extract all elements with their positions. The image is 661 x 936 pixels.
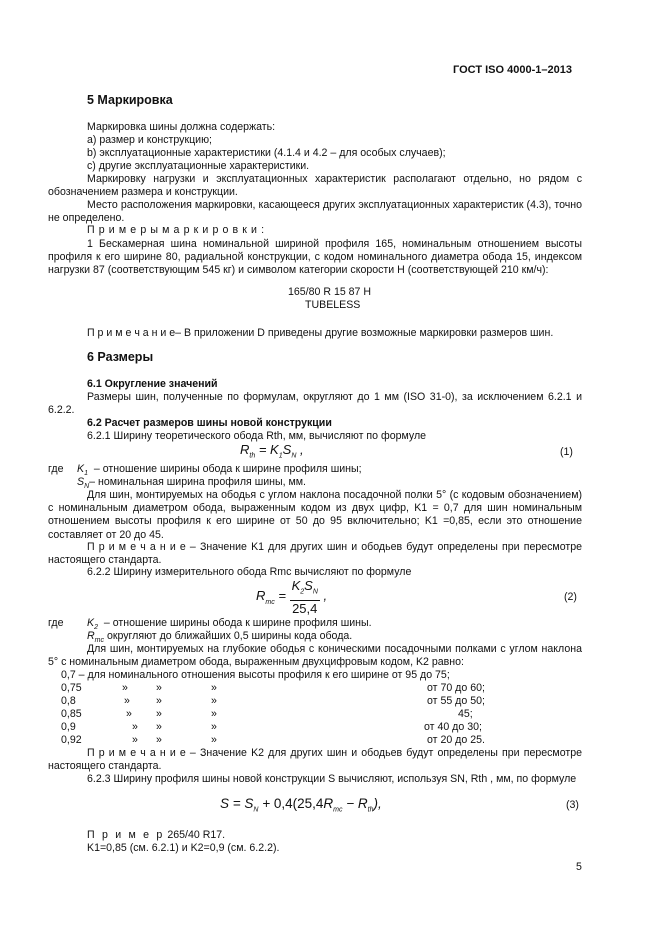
section-5-heading: 5 Маркировка — [87, 93, 173, 107]
subsection-6-2-2-text: 6.2.2 Ширину измерительного обода Rmc вычисляют по формуле — [87, 566, 412, 578]
ditto-mark: » — [156, 695, 162, 707]
marking-line-1: 165/80 R 15 87 H — [288, 286, 372, 298]
section-6-heading: 6 Размеры — [87, 350, 154, 364]
ditto-mark: » — [122, 682, 128, 694]
equation-3-number: (3) — [566, 799, 579, 811]
where-sn-text: – номинальная ширина профиля шины, мм. — [89, 476, 306, 488]
where-rmc: $R_{mc}$ округляют до ближайших 0,5 ширины кода обода. — [87, 630, 353, 645]
example-paragraph: 1 Бескамерная шина номинальной шириной профиля 165, номинальным отношением высоты профиля к его ширине 80, радиальной конструкции, с кодом номинального диаметра обода 15, индексом нагрузки 87 (соответствующим 545 кг) и символом категории скорости H (соответствующей 210 км/ч): — [48, 238, 582, 277]
where-sn: $S_N-$ номинальная ширина профиля шины, мм. — [77, 476, 306, 491]
note-3 — [48, 747, 582, 773]
ditto-mark: » — [124, 695, 130, 707]
k2-range: от 95 до 75; — [391, 669, 450, 681]
paragraph: Для шин, монтируемых на ободья с углом наклона посадочной полки 5° (с кодовым обозначением) с номинальным диаметром обода, выраженным кодом из двух цифр, K1 = 0,7 для шин номинальным отношением высоты профиля к его ширине от 50 до 95 включительно; K1 =0,85, если это отношение составляет от 20 до 45. — [48, 489, 582, 541]
ditto-mark: » — [211, 721, 217, 733]
ditto-mark: » — [211, 682, 217, 694]
note-5 — [87, 327, 553, 340]
equation-1: $R_{th} = K_1S_N$ , — [240, 442, 304, 460]
ditto-mark: » — [211, 695, 217, 707]
equation-2-number: (2) — [564, 591, 577, 603]
paragraph: Маркировку нагрузки и эксплуатационных характеристик располагают отдельно, но рядом с обозначением размера и конструкции. — [48, 173, 582, 199]
example-value: 265/40 R17. — [167, 829, 226, 841]
k2-range: от 40 до 30; — [424, 721, 482, 733]
where-k1: $K_1$ – отношение ширины обода к ширине профиля шины; — [77, 463, 362, 478]
k2-value: 0,75 — [61, 682, 82, 694]
ditto-mark: » — [211, 734, 217, 746]
k2-range: 45; — [458, 708, 473, 720]
paragraph: Для шин, монтируемых на глубокие ободья с коническими посадочными полками с углом наклона 5° с номинальным диаметром обода, выраженным двухцифровым кодом, K2 равно: — [48, 643, 582, 669]
example-k-values: K1=0,85 (см. 6.2.1) и K2=0,9 (см. 6.2.2). — [87, 842, 280, 854]
note-2 — [48, 541, 582, 567]
page-number: 5 — [576, 861, 582, 873]
ditto-mark: » — [156, 682, 162, 694]
examples-title: П р и м е р ы м а р к и р о в к и : — [87, 224, 265, 236]
equation-3: $S = S_N + 0,4(25,4R_{mc} - R_{th})$, — [220, 796, 382, 814]
k2-range: от 55 до 50; — [427, 695, 485, 707]
where-rmc-text: округляют до ближайших 0,5 ширины кода обода. — [106, 630, 353, 642]
equation-3-constant: 0,4(25,4 — [273, 796, 324, 811]
k2-range: от 20 до 25. — [427, 734, 485, 746]
subsection-6-2-1-text: 6.2.1 Ширину теоретического обода Rth, мм, вычисляют по формуле — [87, 430, 427, 442]
ditto-mark: » — [132, 734, 138, 746]
k2-value: 0,8 — [61, 695, 76, 707]
k2-value: 0,85 — [61, 708, 82, 720]
k2-value: 0,9 — [61, 721, 76, 733]
note-label: П р и м е ч а н и е – — [87, 541, 196, 553]
k2-value: 0,92 — [61, 734, 82, 746]
paragraph: 6.2.3 Ширину профиля шины новой конструкции S вычисляют, используя SN, Rth , мм, по формуле — [87, 773, 577, 785]
ditto-mark: » — [156, 734, 162, 746]
note-label: П р и м е ч а н и е — [87, 327, 176, 339]
note-text: Значение K1 для других шин и ободьев будут определены при пересмотре настоящего стандарта. — [48, 541, 582, 567]
list-item: а) размер и конструкцию; — [87, 134, 212, 146]
equation-2-denominator: 25,4 — [292, 600, 318, 616]
note-text: – В приложении D приведены другие возможные маркировки размеров шин. — [175, 327, 554, 339]
ditto-mark: » — [156, 708, 162, 720]
ditto-mark: » — [126, 708, 132, 720]
k2-range: от 70 до 60; — [427, 682, 485, 694]
note-label: П р и м е ч а н и е – — [87, 747, 196, 759]
where-label: где — [48, 617, 64, 629]
where-k1-text: – отношение ширины обода к ширине профиля шины; — [93, 463, 362, 475]
k2-value: 0,7 – для номинального отношения высоты профиля к его ширине — [61, 669, 389, 681]
where-k2-text: – отношение ширины обода к ширине профиля шины. — [103, 617, 372, 629]
example-label: П р и м е р — [87, 829, 165, 841]
equation-1-number: (1) — [560, 446, 573, 458]
equation-2: $R_{mc}$ = $\frac{K_2S_N}{25,4}$ , — [256, 578, 328, 616]
list-item: с) другие эксплуатационные характеристики. — [87, 160, 310, 172]
marking-line-2: TUBELESS — [305, 299, 361, 311]
paragraph: Размеры шин, полученные по формулам, округляют до 1 мм (ISO 31-0), за исключением 6.2.1 и 6.2.2. — [48, 391, 582, 417]
ditto-mark: » — [211, 708, 217, 720]
subsection-6-1-title: 6.1 Округление значений — [87, 378, 218, 390]
where-label: где — [48, 463, 64, 475]
where-k2: $K_2$ – отношение ширины обода к ширине профиля шины. — [87, 617, 372, 632]
ditto-mark: » — [132, 721, 138, 733]
paragraph: Место расположения маркировки, касающееся других эксплуатационных характеристик (4.3), точно не определено. — [48, 199, 582, 225]
example-line — [87, 829, 225, 842]
k2-row — [61, 669, 450, 682]
document-code: ГОСТ ISO 4000-1–2013 — [453, 64, 572, 76]
ditto-mark: » — [156, 721, 162, 733]
section-5-intro: Маркировка шины должна содержать: — [87, 121, 276, 133]
subsection-6-2-title: 6.2 Расчет размеров шины новой конструкции — [87, 417, 332, 429]
note-text: Значение K2 для других шин и ободьев будут определены при пересмотре настоящего стандарта. — [48, 747, 582, 773]
list-item: b) эксплуатационные характеристики (4.1.4 и 4.2 – для особых случаев); — [87, 147, 446, 159]
